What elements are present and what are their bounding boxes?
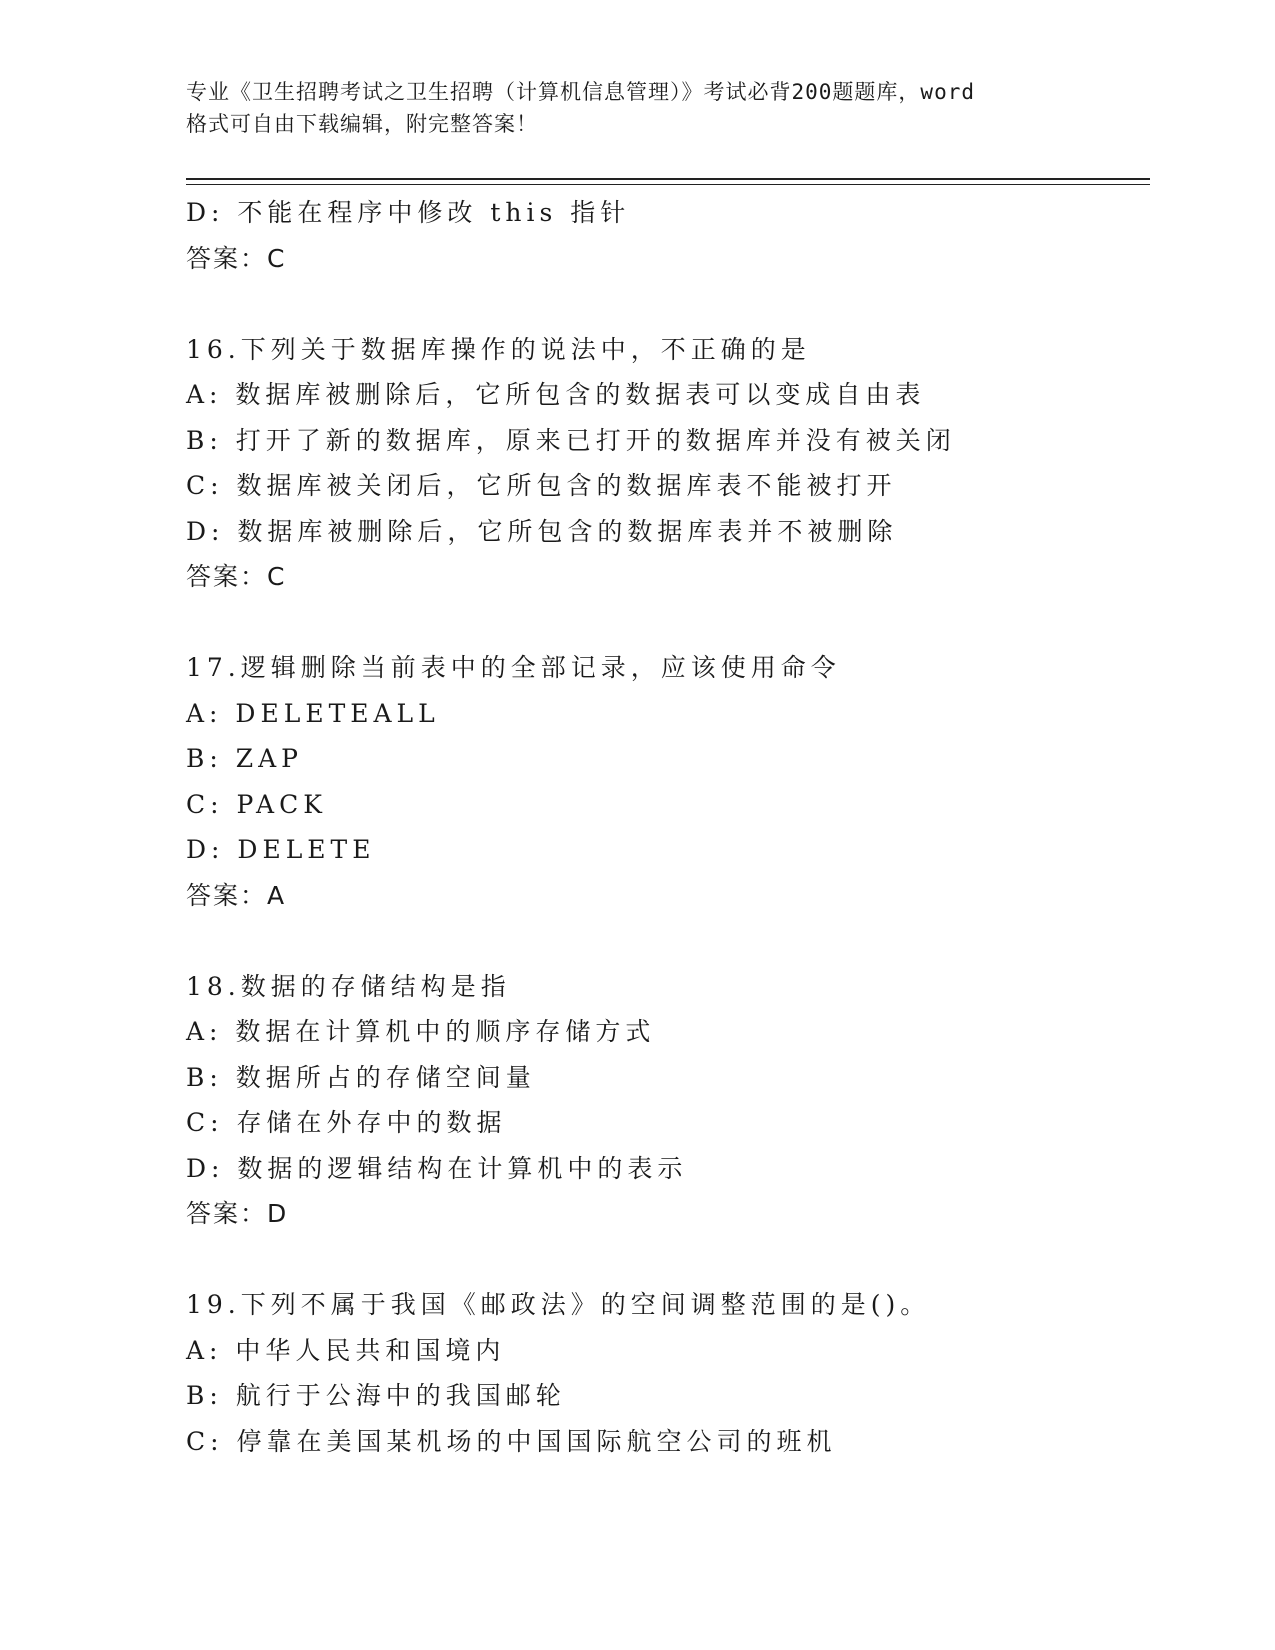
answer-line: 答案：D: [186, 1199, 289, 1228]
question-list: [186, 190, 1146, 1464]
question-16: [186, 327, 1146, 600]
header-rule-thin: [186, 184, 1150, 185]
question-17: [186, 645, 1146, 918]
option-d: D: 数据库被删除后，它所包含的数据库表并不被删除: [186, 516, 898, 546]
header-rule-thick: [186, 178, 1150, 180]
option-b: B: 航行于公海中的我国邮轮: [186, 1381, 566, 1410]
option-c: C: 数据库被关闭后，它所包含的数据库表不能被打开: [186, 471, 897, 500]
question-stem: 19.下列不属于我国《邮政法》的空间调整范围的是()。: [186, 1290, 931, 1319]
question-stem: 18.数据的存储结构是指: [186, 971, 511, 1001]
spacer: [186, 600, 1146, 646]
spacer: [186, 1237, 1146, 1283]
header-line-2: 格式可自由下载编辑，附完整答案！: [186, 112, 538, 136]
question-19: [186, 1282, 1146, 1464]
spacer: [186, 281, 1146, 327]
question-18: [186, 964, 1146, 1237]
option-d: D: DELETE: [186, 835, 376, 864]
option-c: C: PACK: [186, 789, 327, 819]
spacer: [186, 918, 1146, 964]
option-a: A: 数据库被删除后，它所包含的数据表可以变成自由表: [186, 380, 926, 409]
option-b: B: 数据所占的存储空间量: [186, 1062, 536, 1092]
option-a: A: DELETEALL: [186, 698, 440, 728]
option-a: A: 中华人民共和国境内: [186, 1335, 506, 1365]
document-header: [186, 76, 1106, 140]
answer-line: 答案：A: [186, 880, 287, 910]
option-b: B: ZAP: [186, 744, 303, 773]
option-b: B: 打开了新的数据库，原来已打开的数据库并没有被关闭: [186, 425, 956, 455]
question-stem: 17.逻辑删除当前表中的全部记录，应该使用命令: [186, 653, 841, 682]
answer-line: 答案：C: [186, 243, 287, 273]
option-d: D: 不能在程序中修改 this 指针: [186, 198, 631, 227]
option-a: A: 数据在计算机中的顺序存储方式: [186, 1017, 656, 1046]
header-line-1: 专业《卫生招聘考试之卫生招聘（计算机信息管理）》考试必背200题题库，word: [186, 80, 975, 104]
option-c: C: 存储在外存中的数据: [186, 1108, 507, 1137]
answer-line: 答案：C: [186, 562, 287, 591]
question-stem: 16.下列关于数据库操作的说法中，不正确的是: [186, 334, 811, 364]
option-d: D: 数据的逻辑结构在计算机中的表示: [186, 1153, 688, 1183]
option-c: C: 停靠在美国某机场的中国国际航空公司的班机: [186, 1426, 837, 1456]
